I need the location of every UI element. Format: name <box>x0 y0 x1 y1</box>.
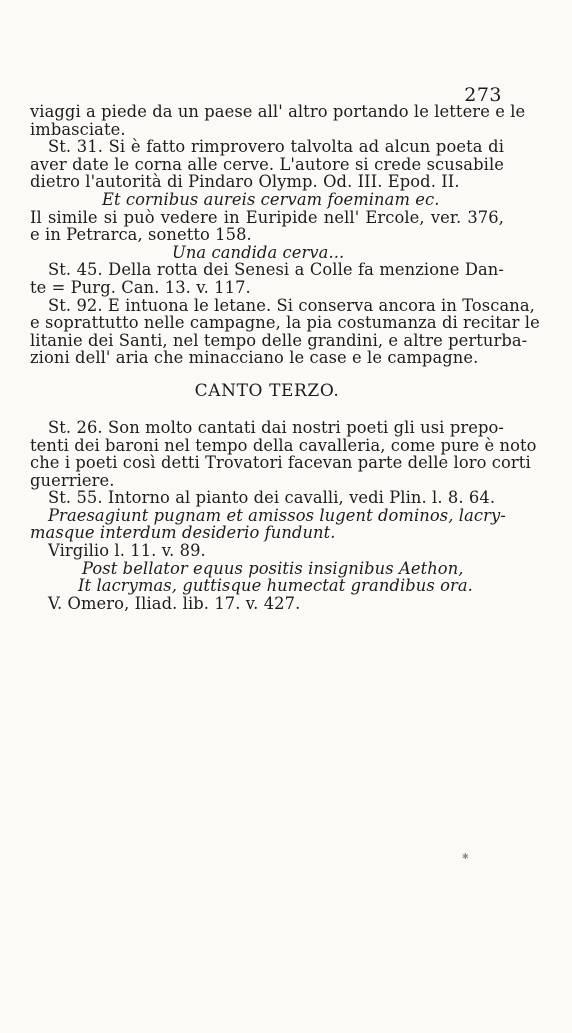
page-body <box>30 102 540 613</box>
text-line: tenti dei baroni nel tempo della cavalleria, come pure è noto <box>30 435 537 455</box>
text-line: St. 55. Intorno al pianto dei cavalli, vedi Plin. l. 8. 64. <box>48 488 496 508</box>
text-line: Virgilio l. 11. v. 89. <box>48 541 206 561</box>
text-line: imbasciate. <box>30 119 126 139</box>
text-line: St. 26. Son molto cantati dai nostri poeti gli usi prepo- <box>48 417 504 437</box>
text-line: zioni dell' aria che minacciano le case e le campagne. <box>30 348 479 368</box>
quote-line: masque interdum desiderio fundunt. <box>30 523 336 543</box>
text-line: St. 31. Si è fatto rimprovero talvolta ad alcun poeta di <box>48 137 504 157</box>
text-line: St. 45. Della rotta dei Senesi a Colle fa menzione Dan- <box>48 260 504 280</box>
text-line: dietro l'autorità di Pindaro Olymp. Od. III. Epod. II. <box>30 172 460 192</box>
text-line: St. 92. E intuona le letane. Si conserva ancora in Toscana, <box>48 295 535 315</box>
paper-speck-icon: ✱ <box>462 852 469 861</box>
quote-line: Praesagiunt pugnam et amissos lugent dominos, lacry- <box>48 505 506 525</box>
text-line: guerriere. <box>30 470 115 490</box>
text-line: litanie dei Santi, nel tempo delle grandini, e altre perturba- <box>30 330 528 350</box>
text-line: V. Omero, Iliad. lib. 17. v. 427. <box>48 593 301 613</box>
quote-line: Una candida cerva... <box>172 242 345 262</box>
text-line: che i poeti così detti Trovatori facevan parte delle loro corti <box>30 453 531 473</box>
text-line: e in Petrarca, sonetto 158. <box>30 225 252 245</box>
text-line: e soprattutto nelle campagne, la pia costumanza di recitar le <box>30 313 540 333</box>
text-line: te = Purg. Can. 13. v. 117. <box>30 277 251 297</box>
quote-line: Et cornibus aureis cervam foeminam ec. <box>102 189 440 209</box>
quote-line: It lacrymas, guttisque humectat grandibus ora. <box>78 576 473 596</box>
quote-line: Post bellator equus positis insignibus Aethon, <box>82 558 464 578</box>
text-line: Il simile si può vedere in Euripide nell' Ercole, ver. 376, <box>30 207 504 227</box>
section-title: CANTO TERZO. <box>194 380 340 401</box>
page-number: 273 <box>464 84 502 106</box>
text-line: viaggi a piede da un paese all' altro portando le lettere e le <box>30 102 526 121</box>
text-line: aver date le corna alle cerve. L'autore si crede scusabile <box>30 154 504 174</box>
